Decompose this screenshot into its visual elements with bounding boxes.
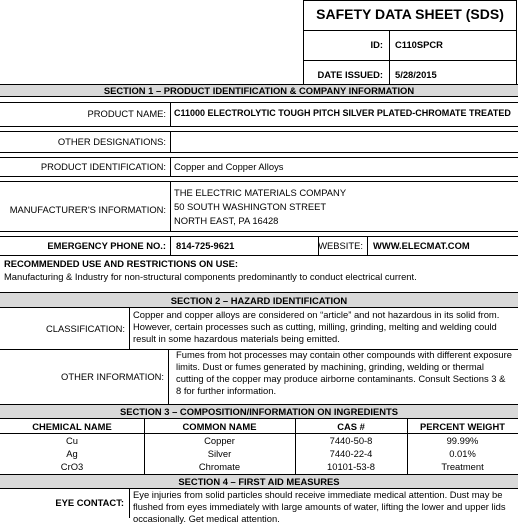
s2-col-divider-2 bbox=[168, 349, 169, 404]
manufacturer-line-3: NORTH EAST, PA 16428 bbox=[174, 215, 279, 226]
product-identification-value: Copper and Copper Alloys bbox=[174, 161, 284, 172]
website-value: WWW.ELECMAT.COM bbox=[373, 240, 470, 251]
s4-col-divider bbox=[129, 489, 130, 518]
classification-value: Copper and copper alloys are considered on “article” and not hazardous in its solid from. However, certain processes such as cutting, milling, grinding, melting and welding could result in some hazardous materials being emitted. bbox=[133, 309, 500, 345]
eye-contact-label: EYE CONTACT: bbox=[55, 497, 124, 508]
manufacturer-line-2: 50 SOUTH WASHINGTON STREET bbox=[174, 201, 327, 212]
table-cell: Ag bbox=[66, 448, 78, 459]
s1-line-e bbox=[0, 157, 518, 158]
manufacturer-label: MANUFACTURER'S INFORMATION: bbox=[9, 204, 166, 215]
other-information-value: Fumes from hot processes may contain other compounds with different exposure limits. Dust or fumes generated by machining, grinding, welding or thermal cutting of the copper may produce airborne contaminants. Consult Sections 3 & 8 for further information. bbox=[176, 349, 512, 397]
emergency-phone-label: EMERGENCY PHONE NO.: bbox=[47, 240, 166, 251]
emergency-phone-value: 814-725-9621 bbox=[176, 240, 235, 251]
s1-col-divider-3 bbox=[170, 157, 171, 176]
s1-line-a bbox=[0, 102, 518, 103]
table-cell: Cu bbox=[66, 435, 78, 446]
product-name-value: C11000 ELECTROLYTIC TOUGH PITCH SILVER PLATED-CHROMATE TREATED bbox=[174, 108, 511, 118]
recommended-use-value: Manufacturing & Industry for non-structural components predominantly to conduct electrical current. bbox=[4, 271, 417, 282]
s1-line-c bbox=[0, 131, 518, 132]
section-3-title: SECTION 3 – COMPOSITION/INFORMATION ON INGREDIENTS bbox=[0, 404, 518, 419]
table-cell: Silver bbox=[207, 448, 232, 459]
s1-col-divider-1 bbox=[170, 102, 171, 126]
other-information-label: OTHER INFORMATION: bbox=[61, 371, 164, 382]
s1-line-d bbox=[0, 152, 518, 153]
classification-label: CLASSIFICATION: bbox=[45, 323, 125, 334]
table-cell: 7440-22-4 bbox=[329, 448, 373, 459]
s1-line-j bbox=[0, 255, 518, 256]
table-cell: 10101-53-8 bbox=[327, 461, 375, 472]
date-issued-label: DATE ISSUED: bbox=[317, 69, 383, 80]
date-issued-value: 5/28/2015 bbox=[395, 69, 437, 80]
table-cell: Chromate bbox=[198, 461, 241, 472]
table-cell: Treatment bbox=[441, 461, 484, 472]
s1-col-divider-4 bbox=[170, 181, 171, 231]
header-divider-2 bbox=[303, 60, 517, 61]
s1-col-divider-7 bbox=[367, 236, 368, 255]
table-cell: 7440-50-8 bbox=[329, 435, 373, 446]
manufacturer-line-1: THE ELECTRIC MATERIALS COMPANY bbox=[174, 187, 347, 198]
col-header-common-name: COMMON NAME bbox=[182, 421, 257, 432]
section-1-title: SECTION 1 – PRODUCT IDENTIFICATION & COMPANY INFORMATION bbox=[0, 84, 518, 97]
table-cell: 0.01% bbox=[449, 448, 476, 459]
s1-line-f bbox=[0, 176, 518, 177]
header-divider-1 bbox=[303, 30, 517, 31]
eye-contact-value: Eye injuries from solid particles should receive immediate medical attention. Dust may be flushed from eyes immediately with large amounts of water, lifting the lower and upper lids occasionally. Get medical attention. bbox=[133, 489, 506, 525]
header-col-divider bbox=[389, 30, 390, 90]
section-4-title: SECTION 4 – FIRST AID MEASURES bbox=[0, 474, 518, 489]
section-2-title: SECTION 2 – HAZARD IDENTIFICATION bbox=[0, 292, 518, 308]
other-designations-label: OTHER DESIGNATIONS: bbox=[57, 136, 166, 147]
col-header-chemical-name: CHEMICAL NAME bbox=[32, 421, 112, 432]
table-cell: CrO3 bbox=[60, 461, 84, 472]
document-title: SAFETY DATA SHEET (SDS) bbox=[316, 6, 504, 22]
col-header-cas: CAS # bbox=[337, 421, 365, 432]
recommended-use-label: RECOMMENDED USE AND RESTRICTIONS ON USE: bbox=[4, 258, 239, 269]
id-label: ID: bbox=[370, 39, 383, 50]
website-label: WEBSITE: bbox=[318, 240, 363, 251]
id-value: C110SPCR bbox=[395, 39, 443, 50]
s1-line-b bbox=[0, 126, 518, 127]
table-cell: Copper bbox=[204, 435, 235, 446]
s1-col-divider-5 bbox=[170, 236, 171, 255]
s1-line-h bbox=[0, 231, 518, 232]
col-header-percent-weight: PERCENT WEIGHT bbox=[420, 421, 505, 432]
s1-line-i bbox=[0, 236, 518, 237]
product-name-label: PRODUCT NAME: bbox=[87, 108, 166, 119]
table-cell: 99.99% bbox=[446, 435, 479, 446]
product-identification-label: PRODUCT IDENTIFICATION: bbox=[40, 161, 166, 172]
s1-line-g bbox=[0, 181, 518, 182]
s3-header-underline bbox=[0, 433, 518, 434]
s2-col-divider-1 bbox=[129, 308, 130, 349]
s1-col-divider-2 bbox=[170, 131, 171, 152]
